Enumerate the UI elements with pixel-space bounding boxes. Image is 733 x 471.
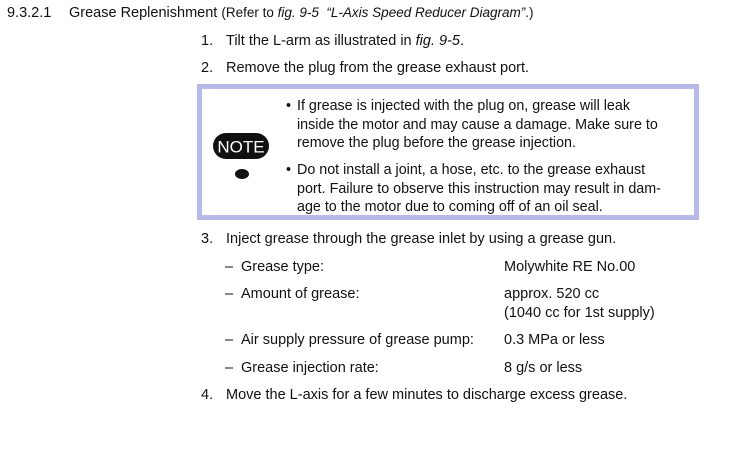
step-1-number: 1. [201,33,214,49]
note-bullet-2 [286,161,696,217]
spec-injection-rate-value: 8 g/s or less [504,360,583,376]
spec-amount-label: Amount of grease: [241,286,360,302]
spec-dash: – [225,259,234,275]
spec-grease-type-value: Molywhite RE No.00 [504,259,636,275]
spec-amount-value-note: (1040 cc for 1st supply) [504,305,655,321]
note-bullet-1-line-3: remove the plug before the grease injection. [297,135,576,151]
spec-dash: – [225,360,234,376]
note-bullet-1-line-2: inside the motor and may cause a damage. Make sure to [297,116,658,133]
note-icon-label: NOTE [217,137,265,157]
note-bullet-1-line-1: If grease is injected with the plug on, grease will leak [297,98,630,114]
step-3-number: 3. [201,231,214,247]
note-box [197,84,699,220]
spec-dash: – [225,286,234,302]
step-4-number: 4. [201,387,214,403]
bullet-dot: • [286,162,292,178]
note-bullet-2-line-2: port. Failure to observe this instruction may result in dam- [297,180,661,197]
note-bullet-1 [286,97,696,153]
step-3-text: Inject grease through the grease inlet by using a grease gun. [226,231,617,247]
spec-air-pressure-value: 0.3 MPa or less [504,332,605,348]
step-4-text: Move the L-axis for a few minutes to discharge excess grease. [226,387,628,403]
spec-amount-value: approx. 520 cc [504,286,600,302]
note-bullet-2-line-1: Do not install a joint, a hose, etc. to the grease exhaust [297,162,646,178]
section-heading [69,5,534,21]
step-2-text: Remove the plug from the grease exhaust port. [226,60,530,76]
spec-grease-type-label: Grease type: [241,259,325,275]
step-1-text: Tilt the L-arm as illustrated in fig. 9-5. [226,33,465,49]
section-title: Grease Replenishment [69,5,218,21]
spec-dash: – [225,332,234,348]
bullet-dot: • [286,98,292,114]
spec-air-pressure-label: Air supply pressure of grease pump: [241,332,474,348]
section-reference: (Refer to fig. 9-5 “L-Axis Speed Reducer Diagram”.) [221,5,534,20]
note-icon [212,131,270,181]
section-number: 9.3.2.1 [7,5,52,21]
step-2-number: 2. [201,60,214,76]
note-bullet-2-line-3: age to the motor due to coming off of an oil seal. [297,199,603,215]
spec-injection-rate-label: Grease injection rate: [241,360,379,376]
